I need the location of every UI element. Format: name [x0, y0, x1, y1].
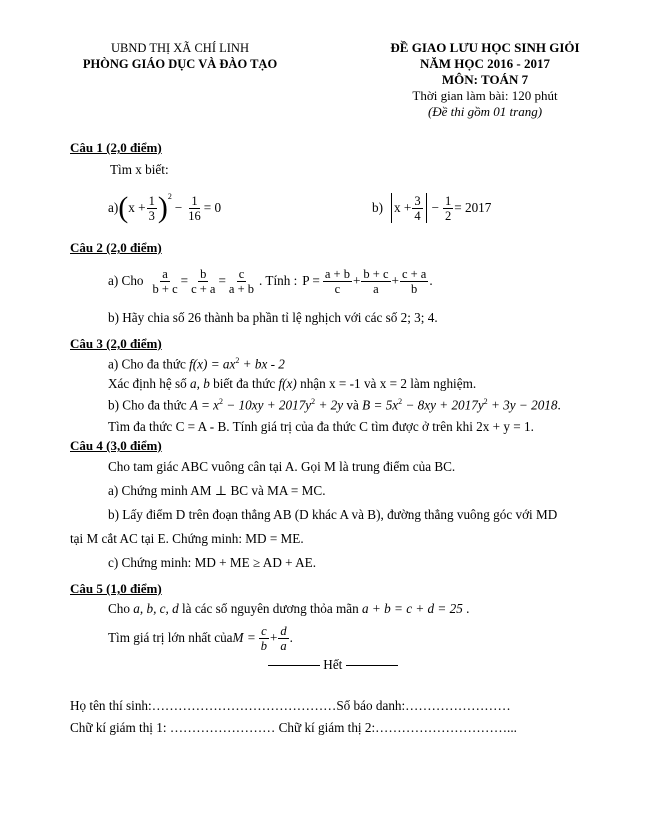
den: b + c	[152, 281, 178, 296]
subject: MÔN: TOÁN 7	[441, 72, 529, 87]
q4-line5: c) Chứng minh: MD + ME ≥ AD + AE.	[108, 555, 317, 570]
den: 3	[148, 208, 155, 223]
q3-b-pre: b) Cho đa thức	[108, 397, 190, 413]
den: a	[280, 638, 287, 653]
footer-line1: Họ tên thí sinh:……………………………………Số báo danh:……………………	[70, 698, 511, 713]
q3-title: Câu 3 (2,0 điểm)	[70, 336, 162, 351]
plus: +	[269, 630, 278, 645]
minus-sign: −	[174, 200, 183, 215]
q3-l2-mid: biết đa thức	[209, 376, 279, 391]
den: b	[260, 638, 267, 653]
den: 2	[445, 208, 452, 223]
department-name: UBND THỊ XÃ CHÍ LINH	[111, 41, 249, 55]
num: b	[200, 266, 207, 281]
q1-a-x: x +	[128, 200, 146, 215]
q5-l1-pre: Cho	[108, 601, 134, 616]
m-equals: M =	[232, 630, 256, 645]
plus: +	[352, 273, 361, 288]
q4-line3: b) Lấy điểm D trên đoạn thẳng AB (D khác A và B), đường thẳng vuông góc với MD	[108, 507, 558, 522]
header-right	[325, 40, 645, 120]
num: 1	[191, 193, 198, 208]
q2-part-b: b) Hãy chia số 26 thành ba phần tỉ lệ nghịch với các số 2; 3; 4.	[108, 310, 438, 325]
exponent: 2	[398, 397, 403, 406]
q1-b-label: b)	[372, 200, 383, 215]
den: b	[411, 281, 418, 296]
num: a	[162, 266, 168, 281]
q1-a-rhs: = 0	[203, 200, 222, 215]
footer-line2: Chữ kí giám thị 1: …………………… Chữ kí giám thị 2:…………………………...	[70, 720, 517, 735]
exam-title: ĐỀ GIAO LƯU HỌC SINH GIỎI	[390, 40, 580, 55]
dot: .	[557, 397, 561, 413]
num: 1	[148, 193, 155, 208]
abs-bar-right	[426, 193, 427, 223]
q5-line2	[108, 620, 293, 656]
fraction-c-b	[259, 624, 269, 653]
equals: =	[180, 273, 189, 288]
end-text: Hết	[323, 657, 343, 672]
q1-b-x: x +	[394, 200, 412, 215]
exponent: 2	[311, 397, 316, 406]
header-left	[60, 40, 300, 72]
exponent: 2	[235, 356, 240, 365]
q5-vars: a, b, c, d	[133, 601, 179, 616]
den: a	[373, 281, 379, 296]
q1-b-rhs: = 2017	[454, 200, 492, 215]
q2-title: Câu 2 (2,0 điểm)	[70, 240, 162, 255]
q3-part-b	[108, 397, 561, 413]
q2-a-prefix: a) Cho	[108, 273, 144, 288]
num: 3	[414, 193, 421, 208]
q3-line2	[108, 376, 476, 392]
q5-title: Câu 5 (1,0 điểm)	[70, 581, 162, 596]
q1-part-a	[108, 188, 221, 228]
num: c + a	[401, 266, 427, 281]
dot: .	[429, 273, 433, 288]
q3-a-pre: a) Cho đa thức	[108, 356, 190, 372]
den: 4	[414, 208, 421, 223]
q3-a-fx: f(x) = ax	[189, 356, 236, 372]
office-name: PHÒNG GIÁO DỤC VÀ ĐÀO TẠO	[82, 57, 278, 71]
time-limit: Thời gian làm bài: 120 phút	[412, 88, 558, 103]
exponent: 2	[167, 192, 172, 201]
poly-a-2: − 10xy + 2017y	[223, 397, 312, 413]
q4-line1: Cho tam giác ABC vuông cân tại A. Gọi M là trung điểm của BC.	[108, 459, 456, 474]
fraction-p3	[400, 267, 428, 296]
q5-constraint: a + b = c + d = 25	[362, 601, 463, 616]
q3-l2-pre: Xác định hệ số	[108, 376, 191, 391]
poly-a-3: + 2y	[315, 397, 344, 413]
q4-line4: tại M cắt AC tại E. Chứng minh: MD = ME.	[70, 531, 304, 546]
q5-l1-end: .	[462, 601, 470, 616]
p-equals: P =	[302, 273, 320, 288]
fraction-c	[227, 267, 256, 296]
q3-line4: Tìm đa thức C = A - B. Tính giá trị của đa thức C tìm được ở trên khi 2x + y = 1.	[108, 419, 534, 434]
right-paren: )	[157, 191, 168, 224]
exponent: 2	[483, 397, 488, 406]
fraction-a	[151, 267, 180, 296]
q4-title: Câu 4 (3,0 điểm)	[70, 438, 162, 453]
q3-l2-ab: a, b	[190, 376, 210, 391]
q2-part-a	[108, 262, 433, 300]
q3-part-a	[108, 356, 285, 372]
q4-line2: a) Chứng minh AM ⊥ BC và MA = MC.	[108, 483, 326, 498]
num: d	[280, 623, 287, 638]
abs-bar-left	[391, 193, 392, 223]
den: c + a	[191, 281, 216, 296]
q5-l1-mid: là các số nguyên dương thỏa mãn	[178, 601, 363, 616]
q3-and: và	[343, 397, 363, 413]
fraction-1-3	[147, 194, 157, 223]
minus-sign: −	[431, 200, 440, 215]
pages-note: (Đề thi gồm 01 trang)	[427, 104, 543, 119]
left-paren: (	[118, 191, 129, 224]
fraction-1-16	[186, 194, 203, 223]
q5-l2-pre: Tìm giá trị lớn nhất của	[108, 630, 233, 645]
q3-l2-fx: f(x)	[278, 376, 297, 391]
poly-a-1: A = x	[189, 397, 220, 413]
poly-b-3: + 3y − 2018	[487, 397, 558, 413]
poly-b-1: B = 5x	[362, 397, 399, 413]
fraction-d-a	[278, 624, 288, 653]
fraction-p1	[323, 267, 352, 296]
fraction-3-4	[412, 194, 422, 223]
fraction-1-2	[443, 194, 453, 223]
q3-l2-end: nhận x = -1 và x = 2 làm nghiệm.	[296, 376, 477, 391]
den: a + b	[228, 281, 255, 296]
num: b + c	[363, 266, 389, 281]
fraction-b	[189, 267, 217, 296]
exponent: 2	[219, 397, 224, 406]
equals: =	[218, 273, 226, 288]
q5-line1	[108, 601, 469, 617]
poly-b-2: − 8xy + 2017y	[402, 397, 484, 413]
divider-left	[268, 665, 320, 666]
q2-tinh: . Tính :	[259, 273, 298, 288]
divider-right	[346, 665, 398, 666]
q1-a-label: a)	[108, 200, 119, 215]
q1-part-b	[372, 188, 491, 228]
school-year: NĂM HỌC 2016 - 2017	[420, 56, 550, 71]
num: 1	[445, 193, 452, 208]
num: c	[261, 623, 267, 638]
q1-title: Câu 1 (2,0 điểm)	[70, 140, 162, 155]
den: 16	[188, 208, 201, 223]
q3-a-rest: + bx - 2	[239, 356, 285, 372]
dot: .	[289, 630, 293, 645]
end-mark	[268, 657, 398, 673]
q1-prompt: Tìm x biết:	[110, 162, 169, 177]
fraction-p2	[361, 267, 390, 296]
num: a + b	[324, 266, 350, 281]
num: c	[238, 266, 245, 281]
den: c	[334, 281, 341, 296]
plus: +	[391, 273, 399, 288]
